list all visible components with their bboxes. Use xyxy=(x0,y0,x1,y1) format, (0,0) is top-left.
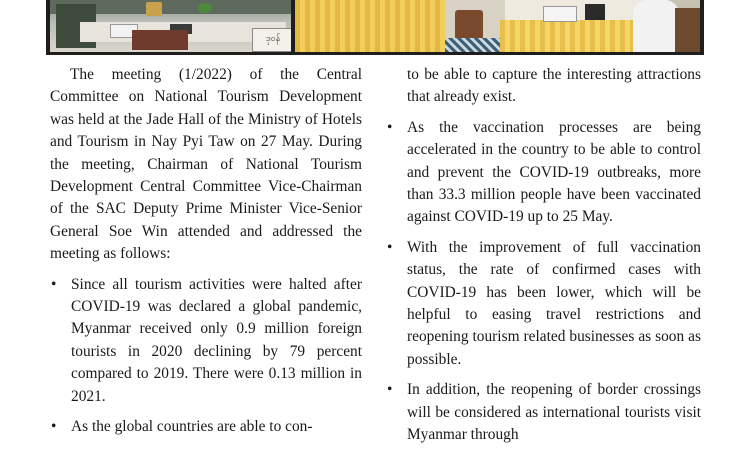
list-item xyxy=(386,379,701,446)
photo-strip xyxy=(46,0,704,55)
bullet-text: With the improvement of full vaccination status, the rate of confirmed cases with COVID-19 has been lower, which will be helpful to easing travel restrictions and reopening tourism related businesses as soon as possible. xyxy=(407,238,701,368)
right-bullet-list xyxy=(386,117,701,447)
list-item xyxy=(386,237,701,371)
list-item xyxy=(386,117,701,229)
bullet-icon: • xyxy=(51,418,57,436)
bullet-icon: • xyxy=(387,381,393,399)
meeting-photo-right xyxy=(295,0,700,52)
bullet-icon: • xyxy=(387,118,393,136)
bullet-icon: • xyxy=(387,238,393,256)
bullet-icon: • xyxy=(51,275,57,293)
intro-paragraph: The meeting (1/2022) of the Central Committee on National Tourism Development was held at the Jade Hall of the Ministry of Hotels and Tourism in Nay Pyi Taw on 27 May. During the meeting, Chairman of National Tourism Development Central Committee Vice-Chairman of the SAC Deputy Prime Minister Vice-Senior General Soe Win attended and addressed the meeting as follows: xyxy=(50,66,362,263)
left-bullet-list xyxy=(50,274,362,439)
list-item xyxy=(50,416,362,438)
list-item xyxy=(50,274,362,408)
continued-paragraph: to be able to capture the interesting attractions that already exist. xyxy=(407,66,701,106)
meeting-photo-left xyxy=(50,0,291,52)
name-placard: ဒုဝန် xyxy=(252,28,291,52)
bullet-text: As the vaccination processes are being accelerated in the country to be able to control and prevent the COVID-19 outbreaks, more than 33.3 million people have been vaccinated against COVID-19 up to 25 May. xyxy=(407,118,701,226)
right-text-column xyxy=(386,64,701,447)
bullet-text: As the global countries are able to con- xyxy=(71,418,313,436)
bullet-text: Since all tourism activities were halted after COVID-19 was declared a global pandemic, Myanmar received only 0.9 million foreign tourists in 2020 declining by 79 percent compared to 2019. There were 0.13 million in 2021. xyxy=(71,275,362,405)
bullet-text: In addition, the reopening of border crossings will be considered as international tourists visit Myanmar through xyxy=(407,381,701,444)
left-text-column xyxy=(50,64,362,439)
